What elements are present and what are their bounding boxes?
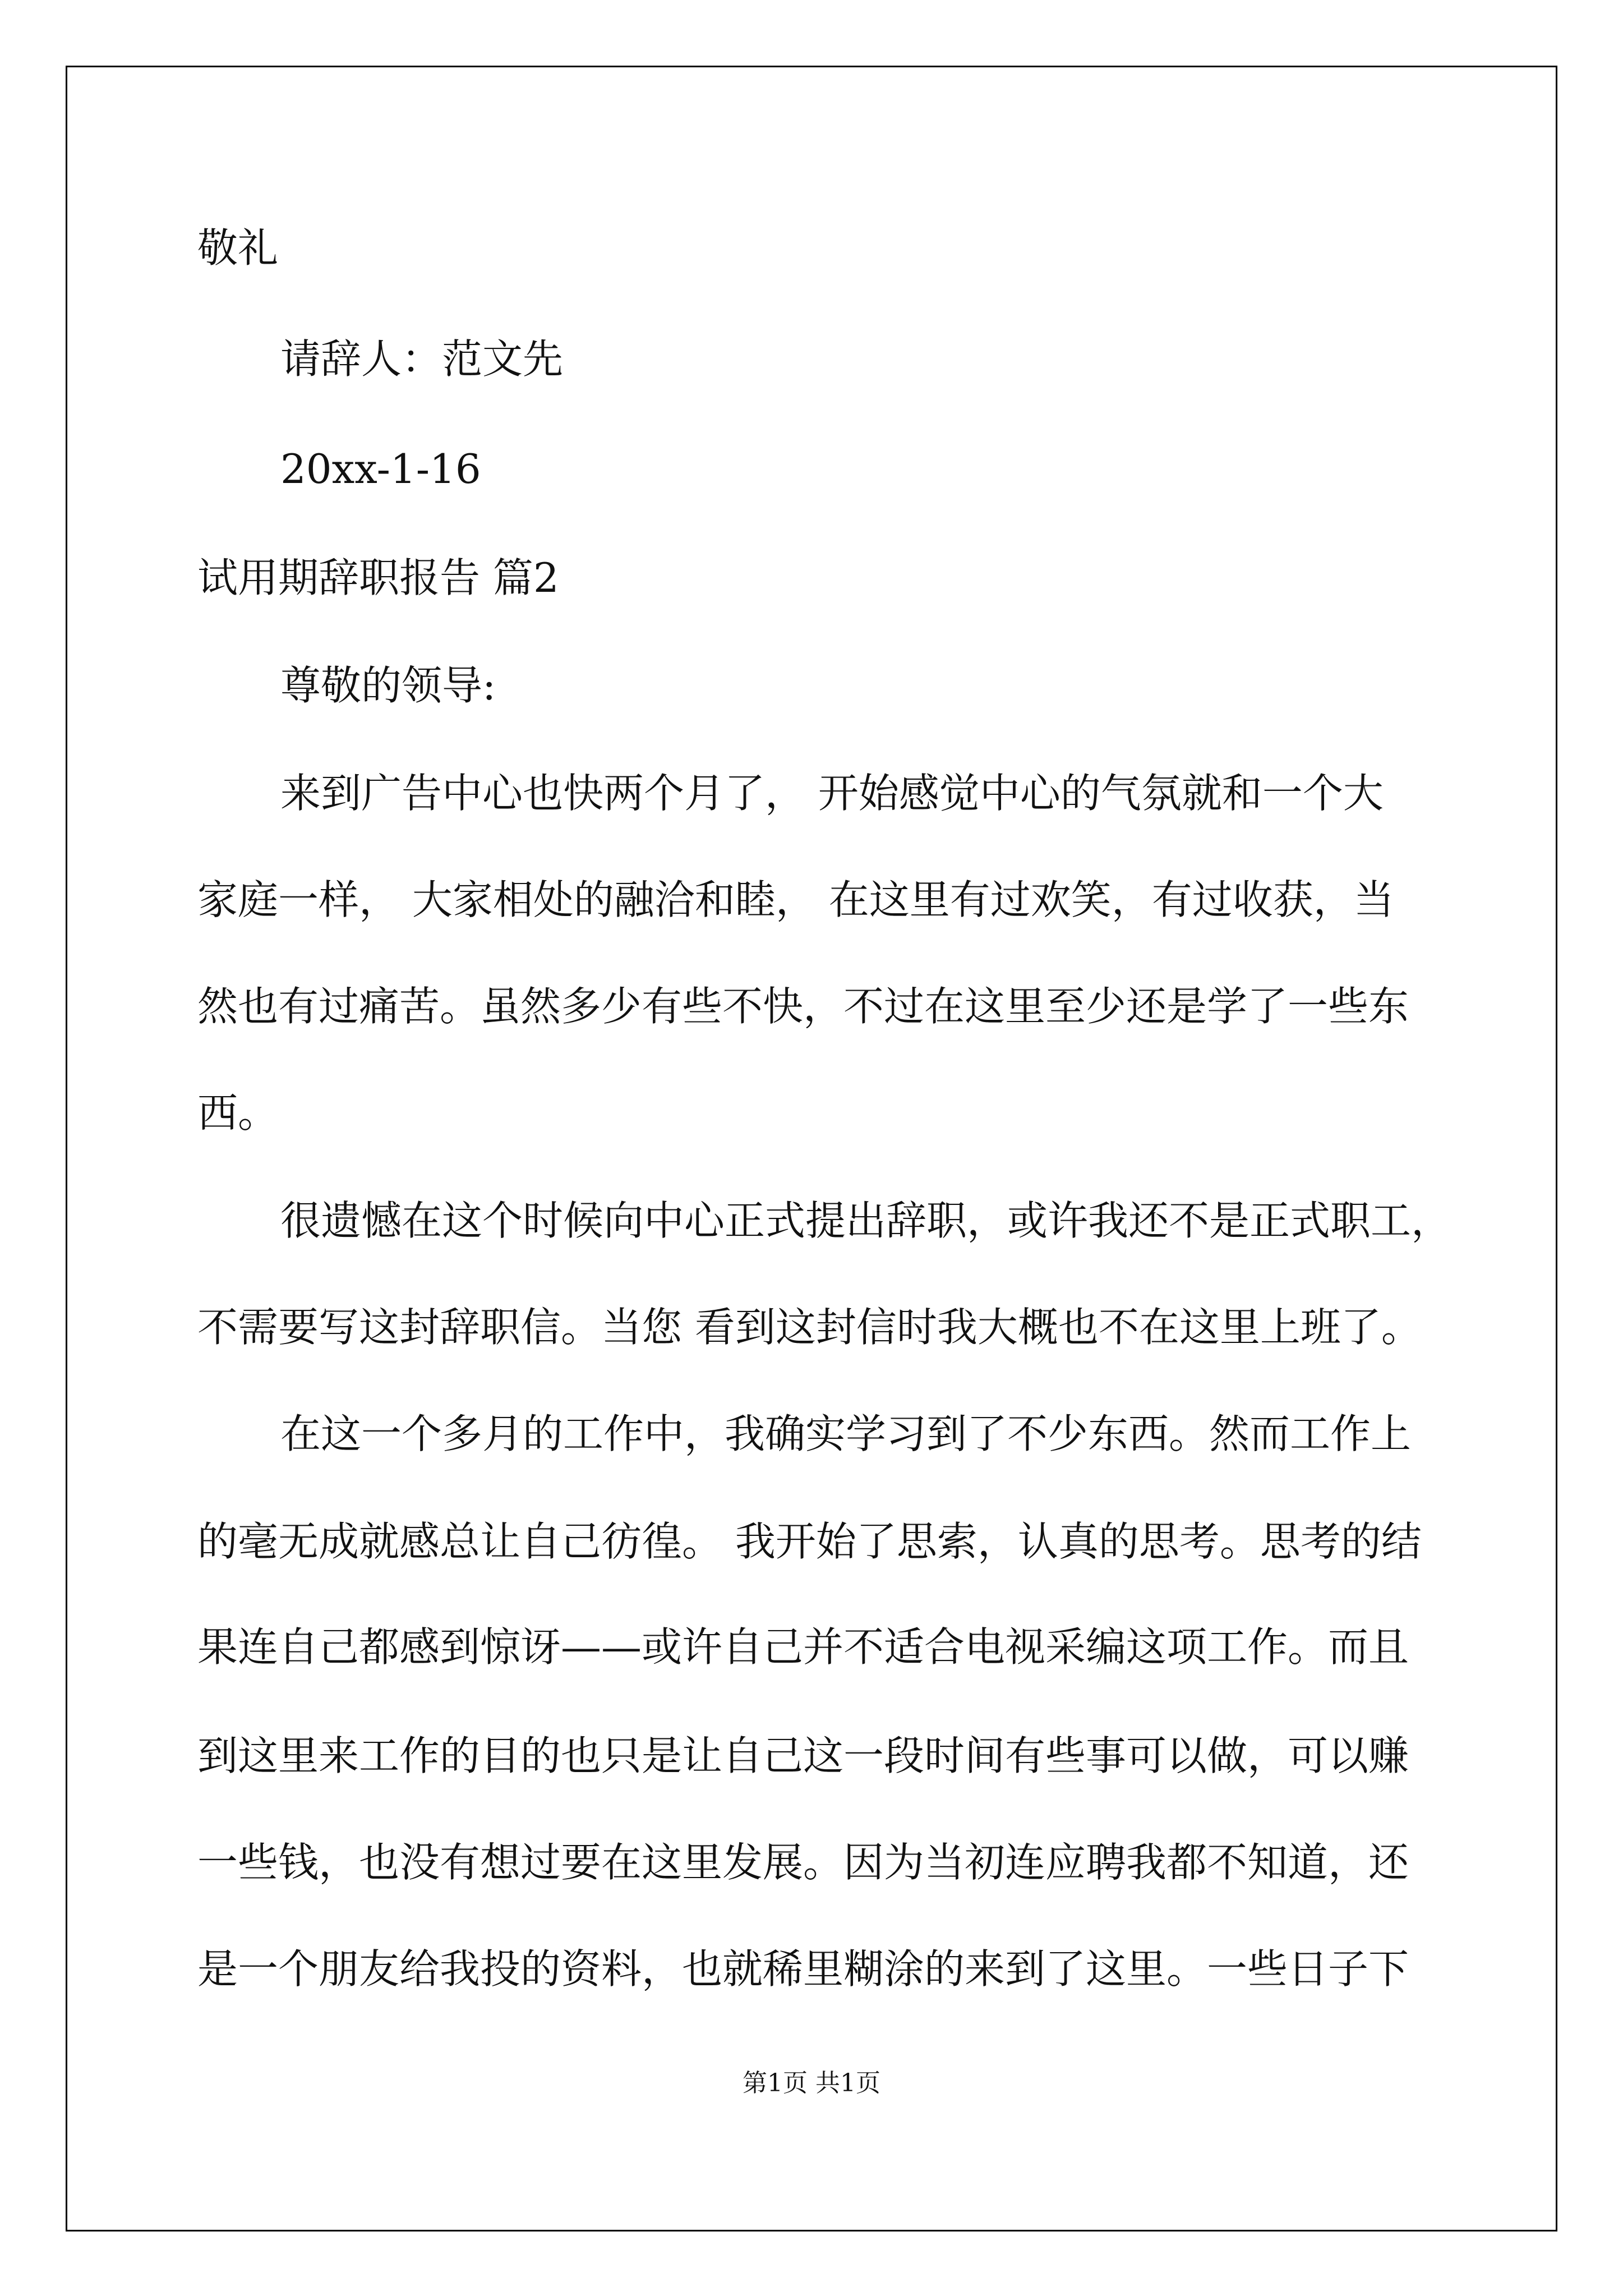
paragraph-line: 不需要写这封辞职信。当您 看到这封信时我大概也不在这里上班了。 (197, 1304, 1422, 1351)
page-border (66, 66, 1557, 2231)
paragraph-line: 然也有过痛苦。虽然多少有些不快，不过在这里至少还是学了一些东 (197, 983, 1409, 1030)
signer-line: 请辞人：范文先 (280, 335, 564, 383)
paragraph-line: 一些钱，也没有想过要在这里发展。因为当初连应聘我都不知道，还 (197, 1839, 1409, 1886)
section-heading: 试用期辞职报告 篇2 (197, 554, 559, 601)
closing-salutation: 敬礼 (197, 224, 279, 272)
page-footer: 第1页 共1页 (743, 2069, 880, 2097)
paragraph-line: 家庭一样， 大家相处的融洽和睦， 在这里有过欢笑，有过收获，当 (197, 876, 1394, 923)
paragraph-line: 是一个朋友给我投的资料，也就稀里糊涂的来到了这里。一些日子下 (197, 1945, 1409, 1993)
paragraph-line: 很遗憾在这个时候向中心正式提出辞职，或许我还不是正式职工， (280, 1197, 1452, 1244)
date-line: 20xx-1-16 (280, 445, 481, 493)
paragraph-line: 到这里来工作的目的也只是让自己这一段时间有些事可以做，可以赚 (197, 1732, 1409, 1779)
paragraph-line: 的毫无成就感总让自己彷徨。 我开始了思索，认真的思考。思考的结 (197, 1518, 1422, 1565)
paragraph-line: 来到广告中心也快两个月了， 开始感觉中心的气氛就和一个大 (280, 770, 1384, 817)
greeting-line: 尊敬的领导: (280, 662, 496, 709)
paragraph-line: 在这一个多月的工作中，我确实学习到了不少东西。然而工作上 (280, 1410, 1412, 1457)
paragraph-line: 西。 (197, 1089, 279, 1137)
paragraph-line: 果连自己都感到惊讶——或许自己并不适合电视采编这项工作。而且 (197, 1623, 1409, 1671)
